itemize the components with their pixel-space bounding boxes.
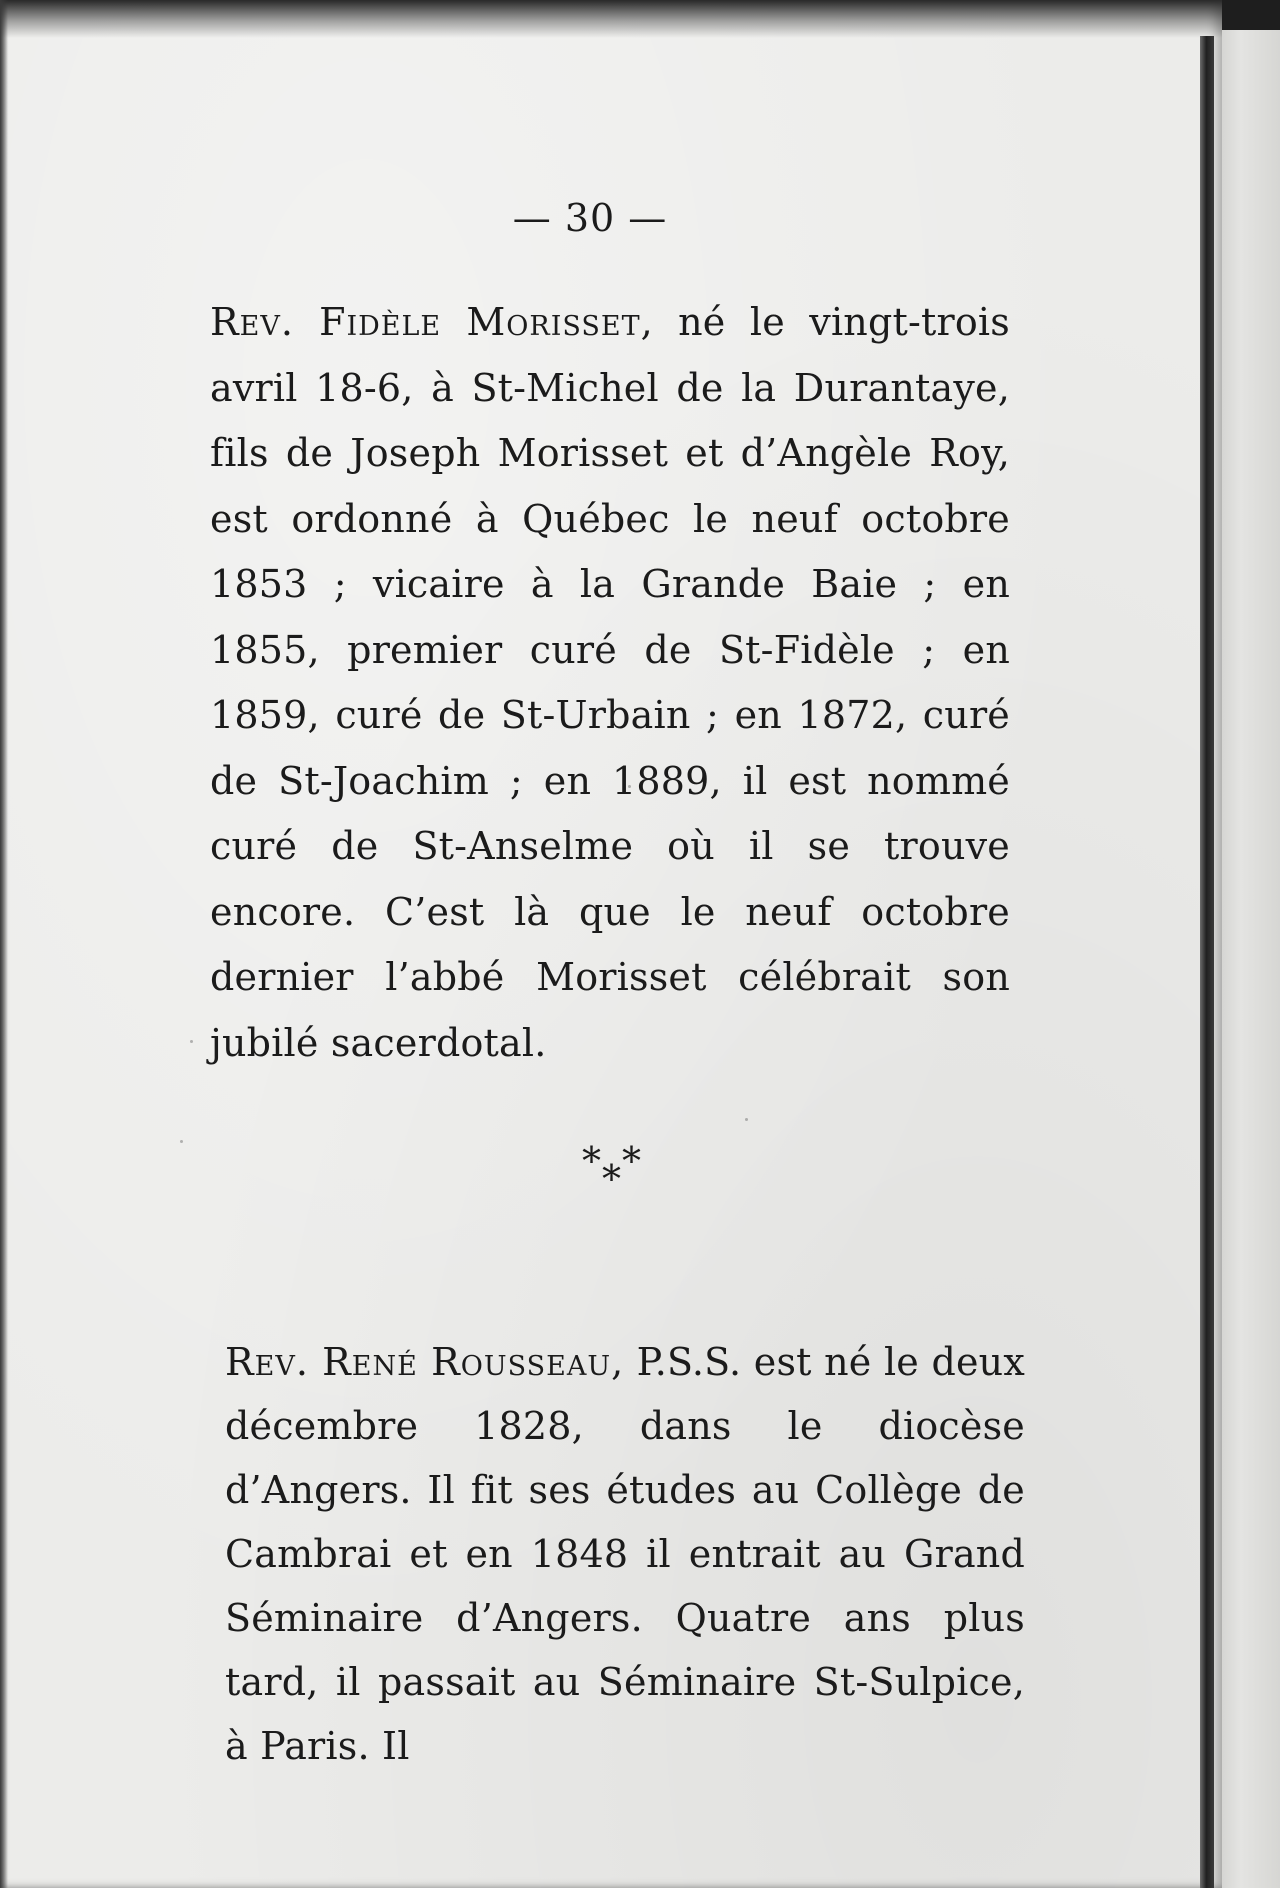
biography-entry-rousseau <box>225 1330 1025 1778</box>
entry-text: P.S.S. est né le deux décembre 1828, dans le diocèse d’Angers. Il fit ses études au Collège de Cambrai et en 1848 il entrait au Grand Séminaire d’Angers. Quatre ans plus tard, il passait au Séminaire St-Sulpice, à Paris. Il <box>225 1340 1025 1768</box>
page-number: — 30 — <box>512 196 668 240</box>
paper-speck <box>628 785 631 788</box>
asterism-star-bottom: * <box>602 1157 621 1201</box>
facing-page-edge <box>1214 30 1280 1888</box>
entry-title: Rev. Fidèle Morisset, <box>210 300 654 344</box>
asterism-separator <box>560 1130 680 1210</box>
entry-text: né le vingt-trois avril 18-6, à St-Michel de la Durantaye, fils de Joseph Morisset et d’Angèle Roy, est ordonné à Québec le neuf octobre 1853 ; vicaire à la Grande Baie ; en 1855, premier curé de St-Fidèle ; en 1859, curé de St-Urbain ; en 1872, curé de St-Joachim ; en 1889, il est nommé curé de St-Anselme où il se trouve encore. C’est là que le neuf octobre dernier l’abbé Morisset célébrait son jubilé sacerdotal. <box>210 300 1010 1065</box>
entry-title: Rev. René Rousseau, <box>225 1340 625 1384</box>
book-spine-shadow <box>1200 36 1214 1888</box>
asterism-star-left: * <box>582 1139 601 1183</box>
paper-speck <box>745 1118 748 1121</box>
asterism-star-right: * <box>622 1139 641 1183</box>
paper-speck <box>190 1040 193 1043</box>
paper-speck <box>180 1140 183 1143</box>
page-left-edge <box>0 0 8 1888</box>
biography-entry-morisset <box>210 290 1010 1076</box>
page-top-shadow <box>0 0 1222 38</box>
